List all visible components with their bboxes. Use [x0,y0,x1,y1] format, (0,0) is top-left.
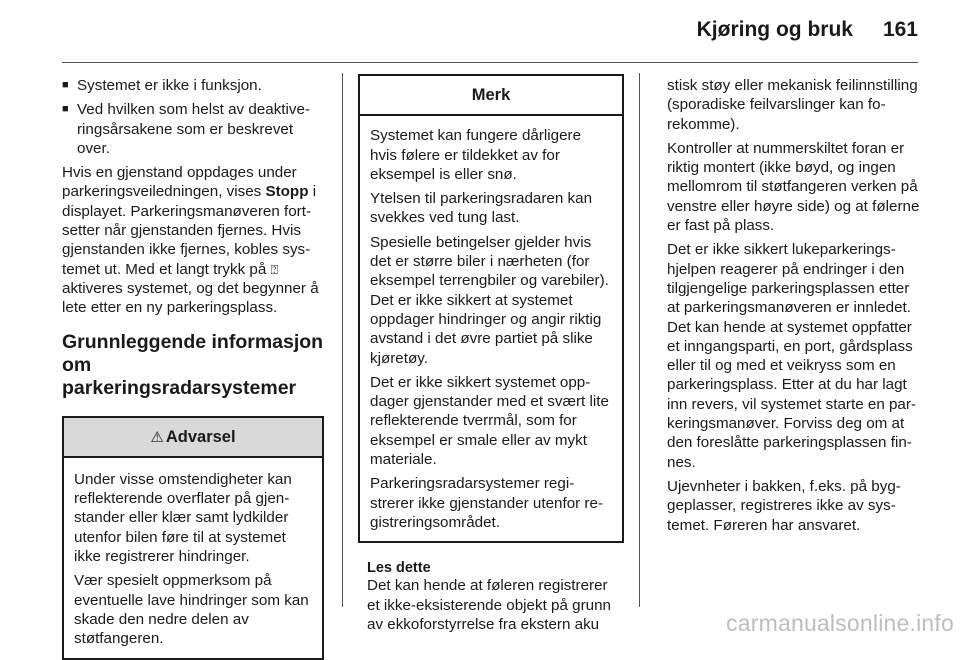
column-divider-right [639,73,640,607]
body-paragraph: Kontroller at nummerskiltet foran er riktig montert (ikke bøyd, og ingen mellomrom til støtfangeren verken på venstre eller høyre side) og at følerne er fast på plass. [667,139,920,235]
note-paragraph: Det er ikke sikkert systemet oppdager gjenstander med et svært lite reflekterende tverrmål, som for eksempel er smale eller av mykt materiale. [370,373,609,469]
note-box [358,74,624,543]
watermark: carmanualsonline.info [726,610,954,636]
section-title: Kjøring og bruk [696,18,853,41]
header-rule [62,62,918,63]
page-header [697,18,918,42]
middle-column [358,74,624,639]
section-heading: Grunnleggende informasjon om parkeringsradarsystemer [62,330,324,399]
warning-title: ⚠ Advarsel [64,418,322,458]
note-paragraph: Parkeringsradarsystemer registrerer ikke gjenstander utenfor registreringsområdet. [370,475,603,531]
body-paragraph: stisk støy eller mekanisk feilinnstilling (sporadiske feilvarslinger kan forekomme). [667,77,918,133]
note-paragraph: Spesielle betingelser gjelder hvis det er større biler i nærheten (for eksempel terrengbiler og varebiler). Det er ikke sikkert at systemet oppdager hindringer og angir riktig avstand i det øvre partiet på slike kjøretøy. [370,233,609,367]
right-column [667,76,923,540]
body-paragraph: Hvis en gjenstand oppdages under parkeringsveiledningen, vises Stopp i displayet. Parkeringsmanøveren fortsetter når gjenstanden fjernes. Hvis gjenstanden ikke fjernes, kobles systemet ut. Med et langt trykk på ⍰ aktiveres systemet, og det begynner å lete etter en ny parkeringsplass. [62,164,319,317]
left-column [62,76,326,660]
column-divider-left [342,73,343,607]
list-item: ■ Systemet er ikke i funksjon. [62,77,262,94]
page-number: 161 [882,18,918,41]
note-title: Merk [360,76,622,116]
note-paragraph: Systemet kan fungere dårligere hvis følere er tildekket av for eksempel is eller snø. [370,127,582,183]
warning-triangle-icon: ⚠ [150,428,164,446]
warning-box [62,416,324,660]
warning-paragraph: Vær spesielt oppmerksom på eventuelle lave hindringer som kan skade den nedre delen av støtfangeren. [74,572,309,648]
bullet-square-icon: ■ [62,103,69,116]
body-paragraph: Det er ikke sikkert lukeparkeringshjelpen reagerer på endringer i den tilgjengelige parkeringsplassen etter at parkeringsmanøveren er innledet. Det kan hende at systemet oppfatter et inngangsparti, en port, gårdsplass eller til og med et veikryss som en parkeringsplass. Etter at du har lagt inn revers, vil systemet starte en parkeringsmanøver. Forviss deg om at den foreslåtte parkeringsplassen finnes. [667,241,916,471]
subheading: Les dette [367,560,431,577]
list-item: ■ Ved hvilken som helst av deaktiveringsårsakene som er beskrevet over. [62,101,311,157]
bullet-square-icon: ■ [62,79,69,91]
note-paragraph: Ytelsen til parkeringsradaren kan svekkes ved tung last. [370,190,593,227]
body-paragraph: Ujevnheter i bakken, f.eks. på byggeplasser, registreres ikke av systemet. Føreren har ansvaret. [667,477,901,534]
body-paragraph: Det kan hende at føleren registrerer et ikke-eksisterende objekt på grunn av ekkoforstyrrelse fra ekstern aku [367,577,611,633]
warning-paragraph: Under visse omstendigheter kan reflekterende overflater på gjenstander eller klær samt lydkilder utenfor bilen føre til at systemet ikke registrerer hindringer. [74,470,292,566]
parking-assist-icon: ⍰ [270,261,279,277]
